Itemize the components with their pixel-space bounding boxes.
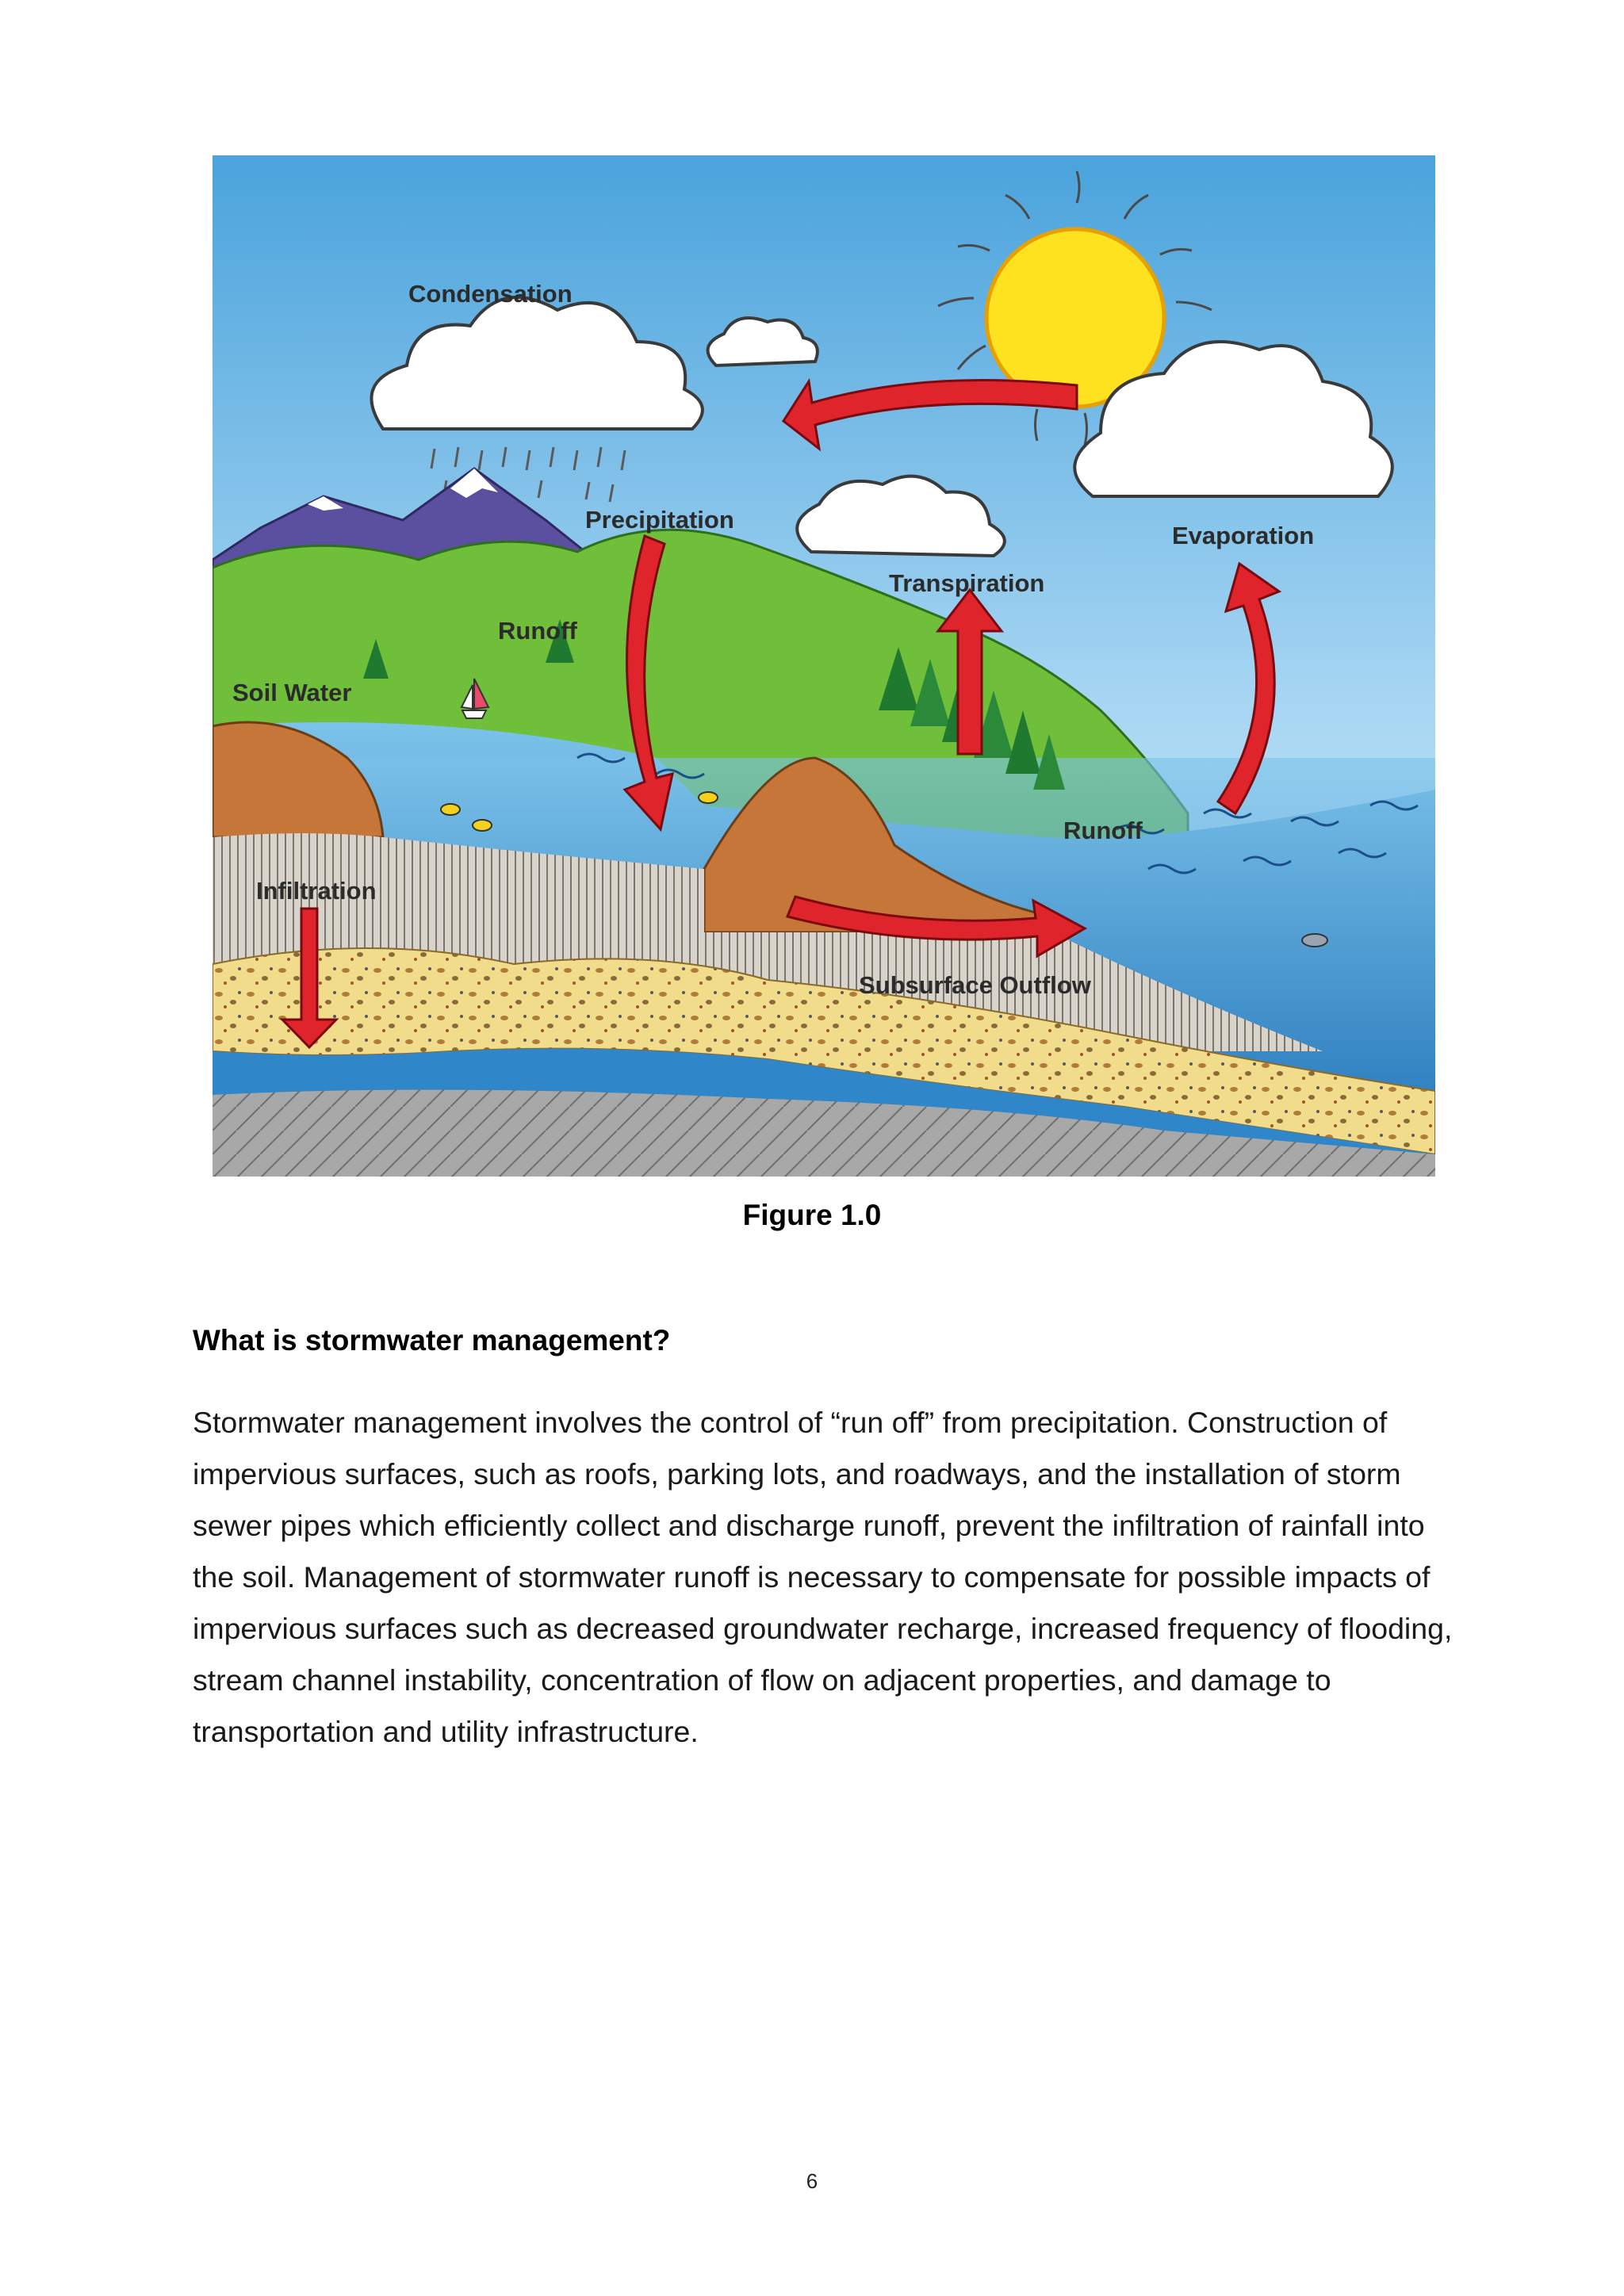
page-number: 6 bbox=[806, 2169, 818, 2193]
water-cycle-figure bbox=[213, 155, 1435, 1177]
label-runoff-hills: Runoff bbox=[498, 617, 577, 645]
label-infiltration: Infiltration bbox=[256, 877, 377, 905]
label-soil-water: Soil Water bbox=[232, 679, 352, 706]
section-heading: What is stormwater management? bbox=[193, 1324, 671, 1357]
label-runoff-coast: Runoff bbox=[1063, 817, 1143, 844]
section-paragraph: Stormwater management involves the control of “run off” from precipitation. Construction of impervious surfaces, such as roofs, parking lots, and roadways, and the installation of storm sewer pipes which efficiently collect and discharge runoff, prevent the infiltration of rainfall into the soil. Management of stormwater runoff is necessary to compensate for possible impacts of impervious surfaces such as decreased groundwater recharge, increased frequency of flooding, stream channel instability, concentration of flow on adjacent properties, and damage to transportation and utility infrastructure. bbox=[193, 1406, 1453, 1748]
figure-caption: Figure 1.0 bbox=[742, 1199, 882, 1231]
label-subsurface-outflow: Subsurface Outflow bbox=[859, 971, 1091, 999]
label-precipitation: Precipitation bbox=[585, 506, 734, 534]
label-condensation: Condensation bbox=[408, 280, 573, 308]
label-transpiration: Transpiration bbox=[889, 569, 1045, 597]
label-evaporation: Evaporation bbox=[1172, 522, 1315, 549]
